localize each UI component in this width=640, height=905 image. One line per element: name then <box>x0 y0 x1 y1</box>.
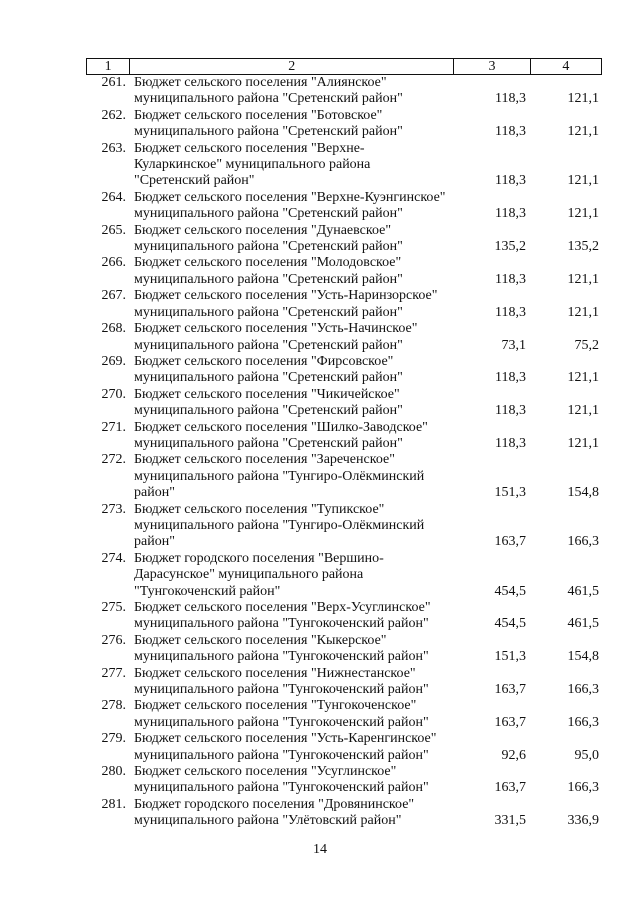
row-number: 271. <box>101 419 126 435</box>
row-name-line: Бюджет сельского поселения "Алиянское" <box>134 75 387 90</box>
row-name-line: Бюджет сельского поселения "Тунгокоченское" <box>134 698 417 714</box>
row-name-line: муниципального района "Улётовский район" <box>134 813 402 829</box>
row-name-line: Бюджет сельского поселения "Фирсовское" <box>134 353 394 369</box>
row-value-col4: 121,1 <box>567 271 599 287</box>
row-name-line: Бюджет сельского поселения "Усть-Наринзорское" <box>134 288 438 304</box>
row-name-line: муниципального района "Тунгокоченский район" <box>134 780 429 796</box>
row-name-line: Бюджет городского поселения "Вершино- <box>134 550 384 566</box>
table-row <box>86 190 606 223</box>
row-value-col4: 121,1 <box>567 370 599 386</box>
row-name-line: Бюджет сельского поселения "Молодовское" <box>134 255 402 271</box>
row-budget-name <box>134 354 456 387</box>
row-value-col4: 95,0 <box>574 747 599 763</box>
row-budget-name <box>134 502 456 551</box>
row-value-col4: 75,2 <box>574 337 599 353</box>
row-number: 279. <box>101 731 126 747</box>
row-budget-name <box>134 108 456 141</box>
row-budget-name <box>134 698 456 731</box>
row-value-col3: 151,3 <box>494 485 526 501</box>
table-row <box>86 731 606 764</box>
row-number: 262. <box>101 107 126 123</box>
row-budget-name <box>134 387 456 420</box>
row-value-col3: 73,1 <box>501 337 526 353</box>
table-row <box>86 600 606 633</box>
row-number: 268. <box>101 321 126 337</box>
row-value-col3: 118,3 <box>495 403 526 419</box>
row-value-col3: 118,3 <box>495 370 526 386</box>
table-row <box>86 354 606 387</box>
row-name-line: муниципального района "Тунгиро-Олёкминский <box>134 517 425 533</box>
row-number: 263. <box>101 140 126 156</box>
row-name-line: Бюджет сельского поселения "Усть-Начинское" <box>134 321 418 337</box>
row-value-col4: 166,3 <box>567 682 599 698</box>
row-budget-name <box>134 223 456 256</box>
row-budget-name <box>134 600 456 633</box>
header-col-2: 2 <box>130 59 454 75</box>
row-budget-name <box>134 764 456 797</box>
row-value-col4: 166,3 <box>567 780 599 796</box>
table-row <box>86 223 606 256</box>
page-number: 14 <box>313 842 327 857</box>
row-name-line: район" <box>134 485 175 501</box>
row-value-col4: 121,1 <box>567 124 599 140</box>
row-value-col4: 121,1 <box>567 91 599 107</box>
row-budget-name <box>134 452 456 501</box>
row-number: 276. <box>101 632 126 648</box>
row-value-col3: 118,3 <box>495 206 526 222</box>
row-budget-name <box>134 75 456 108</box>
budget-table-body <box>86 75 606 830</box>
row-name-line: муниципального района "Тунгокоченский район" <box>134 682 429 698</box>
row-name-line: район" <box>134 534 175 550</box>
table-row <box>86 551 606 600</box>
row-value-col3: 118,3 <box>495 173 526 189</box>
table-row <box>86 75 606 108</box>
header-col-4: 4 <box>530 59 601 75</box>
row-budget-name <box>134 255 456 288</box>
row-value-col4: 121,1 <box>567 435 599 451</box>
row-value-col3: 454,5 <box>494 583 526 599</box>
table-row <box>86 108 606 141</box>
row-name-line: муниципального района "Тунгокоченский район" <box>134 616 429 632</box>
table-row <box>86 764 606 797</box>
row-name-line: Бюджет сельского поселения "Усть-Каренгинское" <box>134 731 437 747</box>
table-row <box>86 797 606 830</box>
row-number: 273. <box>101 501 126 517</box>
row-name-line: Бюджет сельского поселения "Верх-Усуглинское" <box>134 600 431 615</box>
row-budget-name <box>134 731 456 764</box>
row-name-line: муниципального района "Тунгокоченский район" <box>134 649 429 665</box>
row-value-col4: 166,3 <box>567 714 599 730</box>
row-budget-name <box>134 420 456 453</box>
row-number: 261. <box>101 75 126 90</box>
row-name-line: Бюджет городского поселения "Дровянинское" <box>134 796 415 812</box>
table-row <box>86 288 606 321</box>
row-value-col4: 135,2 <box>567 239 599 255</box>
row-name-line: Бюджет сельского поселения "Шилко-Заводское" <box>134 419 428 435</box>
row-value-col4: 461,5 <box>567 616 599 632</box>
row-name-line: муниципального района "Сретенский район" <box>134 91 403 107</box>
header-col-1: 1 <box>87 59 130 75</box>
row-value-col3: 331,5 <box>494 813 526 829</box>
row-name-line: Бюджет сельского поселения "Дунаевское" <box>134 222 392 238</box>
row-name-line: Бюджет сельского поселения "Верхне- <box>134 140 365 156</box>
table-row <box>86 420 606 453</box>
row-name-line: Бюджет сельского поселения "Нижнестанское" <box>134 665 416 681</box>
row-name-line: Бюджет сельского поселения "Усуглинское" <box>134 764 397 780</box>
row-name-line: Бюджет сельского поселения "Кыкерское" <box>134 632 387 648</box>
row-value-col4: 121,1 <box>567 173 599 189</box>
row-name-line: муниципального района "Сретенский район" <box>134 403 403 419</box>
row-number: 267. <box>101 288 126 304</box>
row-value-col3: 163,7 <box>494 714 526 730</box>
table-row <box>86 502 606 551</box>
row-number: 272. <box>101 452 126 468</box>
row-budget-name <box>134 797 456 830</box>
row-value-col3: 163,7 <box>494 682 526 698</box>
row-name-line: Бюджет сельского поселения "Верхне-Куэнгинское" <box>134 189 446 205</box>
row-number: 269. <box>101 353 126 369</box>
row-name-line: "Сретенский район" <box>134 173 255 189</box>
row-name-line: муниципального района "Сретенский район" <box>134 370 403 386</box>
row-value-col4: 154,8 <box>567 649 599 665</box>
row-value-col3: 163,7 <box>494 534 526 550</box>
row-name-line: муниципального района "Сретенский район" <box>134 435 403 451</box>
table-row <box>86 698 606 731</box>
row-number: 270. <box>101 386 126 402</box>
row-budget-name <box>134 288 456 321</box>
row-value-col3: 118,3 <box>495 304 526 320</box>
header-col-3: 3 <box>454 59 530 75</box>
row-value-col4: 154,8 <box>567 485 599 501</box>
row-budget-name <box>134 141 456 190</box>
row-name-line: Бюджет сельского поселения "Чикичейское" <box>134 386 400 402</box>
row-value-col4: 121,1 <box>567 403 599 419</box>
row-name-line: "Тунгокоченский район" <box>134 583 281 599</box>
table-row <box>86 321 606 354</box>
row-value-col3: 118,3 <box>495 124 526 140</box>
row-name-line: Куларкинское" муниципального района <box>134 157 371 173</box>
row-value-col4: 336,9 <box>567 813 599 829</box>
row-value-col3: 92,6 <box>501 747 526 763</box>
row-number: 266. <box>101 255 126 271</box>
table-row <box>86 255 606 288</box>
row-name-line: муниципального района "Сретенский район" <box>134 206 403 222</box>
table-row <box>86 666 606 699</box>
row-name-line: муниципального района "Сретенский район" <box>134 271 403 287</box>
row-name-line: муниципального района "Сретенский район" <box>134 239 403 255</box>
row-budget-name <box>134 190 456 223</box>
row-number: 274. <box>101 550 126 566</box>
row-budget-name <box>134 321 456 354</box>
table-row <box>86 633 606 666</box>
row-number: 278. <box>101 698 126 714</box>
row-name-line: муниципального района "Сретенский район" <box>134 337 403 353</box>
table-row <box>86 387 606 420</box>
row-value-col3: 118,3 <box>495 435 526 451</box>
row-budget-name <box>134 633 456 666</box>
row-number: 280. <box>101 764 126 780</box>
table-row <box>86 141 606 190</box>
row-name-line: муниципального района "Сретенский район" <box>134 304 403 320</box>
row-name-line: муниципального района "Сретенский район" <box>134 124 403 140</box>
row-number: 281. <box>101 796 126 812</box>
row-number: 275. <box>101 600 126 615</box>
row-value-col4: 166,3 <box>567 534 599 550</box>
row-name-line: Бюджет сельского поселения "Зареченское" <box>134 452 395 468</box>
row-value-col4: 461,5 <box>567 583 599 599</box>
row-value-col3: 118,3 <box>495 271 526 287</box>
table-header <box>86 58 602 75</box>
row-name-line: муниципального района "Тунгиро-Олёкминский <box>134 468 425 484</box>
row-budget-name <box>134 551 456 600</box>
row-number: 277. <box>101 665 126 681</box>
row-number: 264. <box>101 189 126 205</box>
row-budget-name <box>134 666 456 699</box>
row-number: 265. <box>101 222 126 238</box>
row-value-col3: 118,3 <box>495 91 526 107</box>
row-value-col3: 135,2 <box>494 239 526 255</box>
row-name-line: муниципального района "Тунгокоченский район" <box>134 714 429 730</box>
row-name-line: Дарасунское" муниципального района <box>134 567 364 583</box>
row-value-col3: 163,7 <box>494 780 526 796</box>
row-value-col4: 121,1 <box>567 206 599 222</box>
row-value-col3: 151,3 <box>494 649 526 665</box>
row-name-line: муниципального района "Тунгокоченский район" <box>134 747 429 763</box>
row-value-col4: 121,1 <box>567 304 599 320</box>
table-row <box>86 452 606 501</box>
row-name-line: Бюджет сельского поселения "Ботовское" <box>134 107 383 123</box>
row-name-line: Бюджет сельского поселения "Тупикское" <box>134 501 385 517</box>
row-value-col3: 454,5 <box>494 616 526 632</box>
